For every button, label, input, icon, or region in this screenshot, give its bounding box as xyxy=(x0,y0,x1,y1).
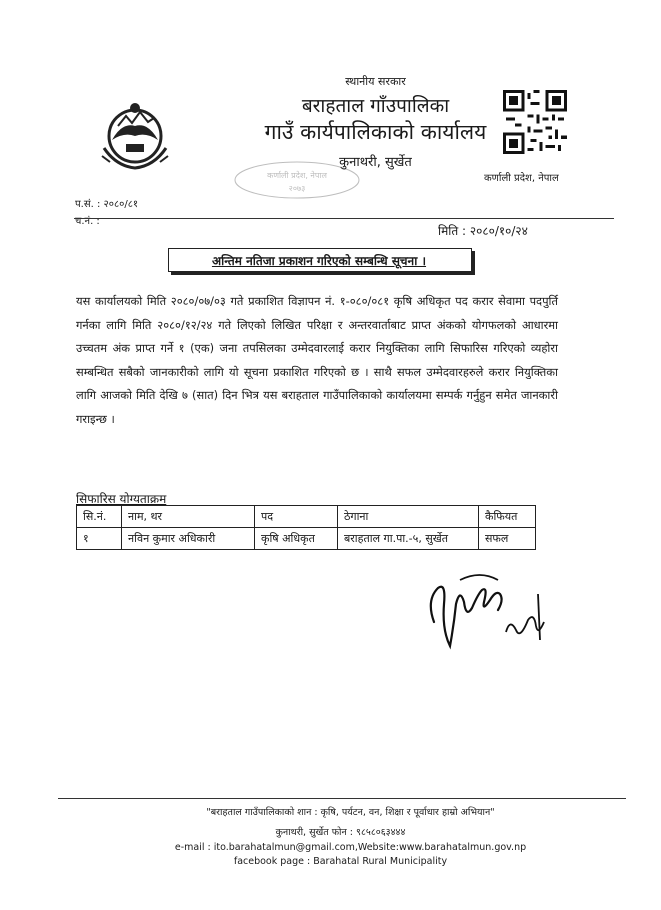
reference-cn xyxy=(75,213,100,227)
reference-ps xyxy=(75,196,138,210)
cell-post: कृषि अधिकृत xyxy=(255,528,338,550)
office-stamp xyxy=(232,160,362,200)
footer-facebook: facebook page : Barahatal Rural Municipality xyxy=(233,856,448,867)
col-address: ठेगाना xyxy=(338,506,479,528)
header-divider xyxy=(74,218,614,219)
col-name: नाम, थर xyxy=(122,506,255,528)
table-row xyxy=(77,528,536,550)
cell-name: नविन कुमार अधिकारी xyxy=(122,528,255,550)
footer-slogan: "बराहताल गाउँपालिकाको शान : कृषि, पर्यटन, वन, शिक्षा र पूर्वाधार हाम्रो अभियान" xyxy=(206,807,495,818)
col-serial: सि.नं. xyxy=(77,506,122,528)
recommendation-heading: सिफारिस योग्यताक्रम xyxy=(76,492,167,506)
municipality-name: बराहताल गाँउपालिका xyxy=(301,95,450,117)
footer-contact: कुनाथरी, सुर्खेत फोन : ९८५८०६३४४४ xyxy=(275,827,406,838)
footer-email-website: e-mail : ito.barahatalmun@gmail.com,Website:www.barahatalmun.gov.np xyxy=(174,842,527,853)
qr-code-icon[interactable] xyxy=(503,90,567,154)
cell-remarks: सफल xyxy=(479,528,536,550)
notice-body: यस कार्यालयको मिति २०८०/०७/०३ गते प्रकाशित विज्ञापन नं. १-०८०/०८१ कृषि अधिकृत पद करार सेवामा पदपुर्ति गर्नका लागि मिति २०८०/१२/२४ गते लिएको लिखित परिक्षा र अन्तरवार्ताबाट प्राप्त अंकको योगफलको आधारमा उच्चतम अंक प्राप्त गर्ने १ (एक) जना तपसिलका उम्मेदवारलाई करार नियुक्तिका लागि सिफारिस गरिएको व्यहोरा सम्बन्धित सबैको जानकारीको लागि यो सूचना प्रकाशित गरिएको छ । साथै सफल उम्मेदवारहरुले करार नियुक्तिका लागि आजको मिति देखि ७ (सात) दिन भित्र यस बराहताल गाउँपालिकाको कार्यालयमा सम्पर्क गर्नुहुन समेत जानकारी गराइन्छ । xyxy=(76,294,558,426)
office-name: गाउँ कार्यपालिकाको कार्यालय xyxy=(264,120,487,144)
local-government-label: स्थानीय सरकार xyxy=(345,75,406,88)
cell-serial: १ xyxy=(77,528,122,550)
office-location: कुनाथरी, सुर्खेत xyxy=(339,155,412,170)
ps-value: २०८०/८१ xyxy=(103,199,139,210)
province-label: कर्णाली प्रदेश, नेपाल xyxy=(484,173,559,184)
col-post: पद xyxy=(255,506,338,528)
signature xyxy=(420,560,560,670)
notice-title: अन्तिम नतिजा प्रकाशन गरिएको सम्बन्धि सूचना । xyxy=(211,254,427,268)
table-header-row xyxy=(77,506,536,528)
recommendation-table xyxy=(76,505,536,550)
cell-address: बराहताल गा.पा.-५, सुर्खेत xyxy=(338,528,479,550)
ps-label: प.सं. : xyxy=(75,199,101,210)
cn-label: च.नं. : xyxy=(75,216,100,227)
col-remarks: कैफियत xyxy=(479,506,536,528)
notice-date: मिति : २०८०/१०/२४ xyxy=(438,224,528,238)
stamp-text-2: २०७३ xyxy=(288,184,306,193)
footer-divider xyxy=(58,798,626,799)
stamp-text-1: कर्णाली प्रदेश, नेपाल xyxy=(267,171,327,180)
